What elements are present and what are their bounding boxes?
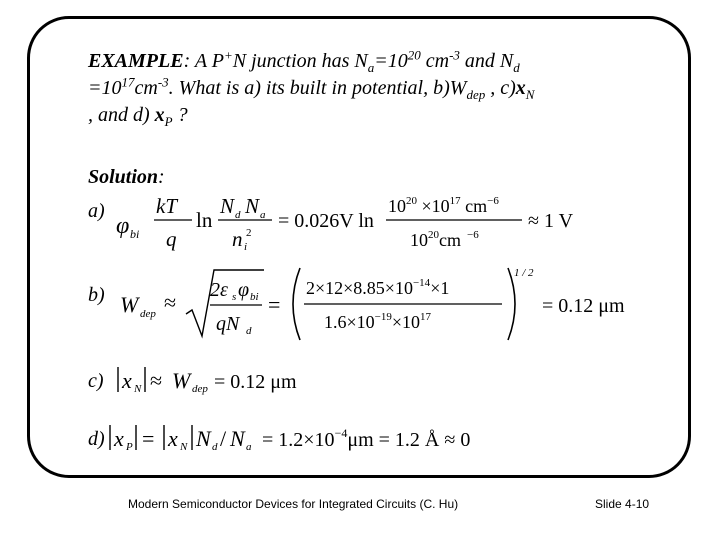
svg-text:qN: qN — [216, 313, 240, 335]
equation-b — [110, 262, 640, 344]
svg-text:1020cm−6: $10^{20}cm$ $^{-6}$ — [410, 229, 479, 250]
slide-number: Slide 4-10 — [595, 497, 650, 511]
label-b: b) — [88, 284, 105, 306]
footer-source: Modern Semiconductor Devices for Integrated Circuits (C. Hu) — [128, 497, 459, 511]
svg-text:φ: φ — [116, 213, 130, 239]
svg-text:≈: ≈ — [150, 368, 163, 393]
svg-text:1 / 2: 1 / 2 — [514, 267, 534, 279]
svg-text:N: N — [230, 426, 245, 451]
example-label: EXAMPLE — [88, 50, 184, 72]
svg-text:a: a — [246, 441, 252, 453]
svg-text:P: P — [126, 441, 133, 453]
svg-text:d: d — [212, 441, 218, 453]
svg-text:d: d — [246, 325, 252, 337]
equation-c — [110, 362, 330, 398]
svg-text:x: x — [114, 426, 124, 451]
equation-a — [110, 190, 590, 260]
problem-statement: EXAMPLE: A P+N junction has $N_a=10^{20}$ $cm^{-3}$ and $N_d$ $=10^{17}cm^{-3}$. What is a) its built in potential, $b)W_{dep}$ , $c)x_N$ , and d) $x_P$ ? — [88, 47, 535, 129]
solution-heading: Solution: — [88, 166, 165, 188]
svg-text:n: n — [232, 227, 243, 251]
equation-d — [106, 420, 536, 456]
svg-text:bi: bi — [130, 227, 140, 241]
svg-text:= 1.2×10−4μm = 1.2 Å ≈ 0: = $1.2\times 10^{-4}\mu m = 1.2$ Å ≈ 0 — [262, 426, 471, 451]
svg-text:= 0.12 μm: = 0.12 μm — [542, 295, 625, 317]
label-a: a) — [88, 200, 105, 222]
svg-text:i: i — [244, 241, 248, 253]
svg-text:N: N — [220, 194, 235, 218]
svg-text:dep: dep — [140, 308, 156, 320]
svg-text:= 0.026V ln: = 0.026V ln — [278, 210, 374, 232]
svg-text:1.6×10−19×1017: $1.6\times 10^{-19}\times 10^{17}$ — [324, 311, 432, 332]
svg-text:x: x — [168, 426, 178, 451]
svg-text:2: 2 — [246, 227, 252, 239]
svg-text:2×12×8.85×10−14×1: $2\times 12\times 8.85\times 10^{-14}\times 1$ — [306, 277, 450, 298]
svg-text:= 0.12 μm: = 0.12 μm — [214, 371, 297, 393]
svg-text:N: N — [134, 383, 142, 395]
svg-text:N: N — [196, 426, 211, 451]
svg-text:bi: bi — [250, 291, 259, 303]
label-c: c) — [88, 370, 104, 392]
svg-text:a: a — [260, 209, 266, 221]
svg-text:≈ 1 V: ≈ 1 V — [528, 210, 574, 232]
svg-text:W: W — [120, 292, 139, 317]
svg-text:d: d — [235, 209, 241, 221]
svg-text:dep: dep — [192, 383, 208, 395]
svg-text:ln: ln — [196, 208, 213, 232]
label-d: d) — [88, 428, 105, 450]
svg-text:1020 ×1017 cm−6: $10^{20} \times 10^{17}$ $cm^{-6}$ — [388, 195, 499, 216]
svg-text:/: / — [220, 426, 227, 451]
svg-text:=: = — [142, 426, 155, 451]
svg-text:s: s — [232, 291, 237, 303]
svg-text:x: x — [122, 368, 132, 393]
svg-text:q: q — [166, 227, 177, 251]
svg-text:N: N — [180, 441, 188, 453]
svg-text:N: N — [245, 194, 260, 218]
svg-text:W: W — [172, 368, 191, 393]
svg-text:2ε: 2ε — [210, 279, 228, 301]
svg-text:kT: kT — [156, 194, 177, 218]
svg-text:=: = — [268, 292, 281, 317]
svg-text:≈: ≈ — [164, 290, 177, 315]
svg-text:φ: φ — [238, 279, 250, 301]
